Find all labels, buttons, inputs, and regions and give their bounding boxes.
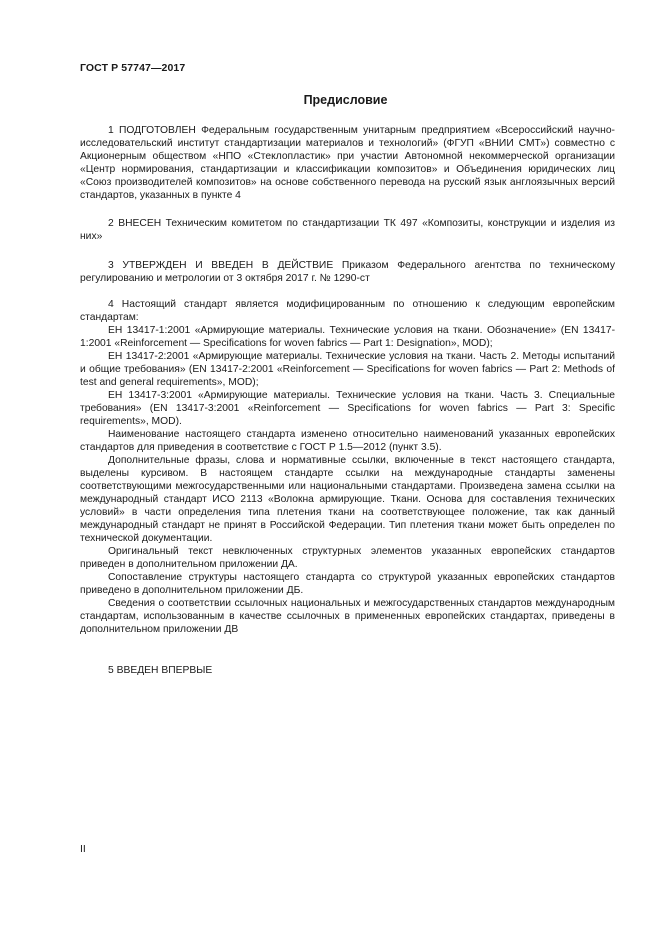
foreword-item-3 [80, 259, 615, 285]
foreword-item-1 [80, 124, 615, 202]
paragraph: Оригинальный текст невключенных структурных элементов указанных европейских стандартов приведен в дополнительном приложении ДА. [80, 546, 615, 570]
foreword-item-2 [80, 217, 615, 243]
page-title: Предисловие [303, 93, 388, 107]
document-number: ГОСТ Р 57747—2017 [80, 62, 186, 74]
paragraph: Сведения о соответствии ссылочных национальных и межгосударственных стандартов международным стандартам, использованным в качестве ссылочных в примененных европейских стандартах, приведены в дополнительном приложении ДВ [80, 598, 615, 635]
paragraph: 2 ВНЕСЕН Техническим комитетом по стандартизации ТК 497 «Композиты, конструкции и изделия из них» [80, 218, 615, 242]
foreword-item-4 [80, 298, 615, 636]
paragraph: ЕН 13417-2:2001 «Армирующие материалы. Технические условия на ткани. Часть 2. Методы испытаний и общие требования» (EN 13417-2:2001 «Reinforcement — Specifications for woven fabrics — Part 2: Methods of test and general requirements», MOD); [80, 351, 615, 388]
paragraph: Наименование настоящего стандарта изменено относительно наименований указанных европейских стандартов для приведения в соответствие с ГОСТ Р 1.5—2012 (пункт 3.5). [80, 429, 615, 453]
paragraph: Дополнительные фразы, слова и нормативные ссылки, включенные в текст настоящего стандарта, выделены курсивом. В настоящем стандарте ссылки на международные стандарты заменены соответствующими межгосударственными или национальными стандартами. Произведена замена ссылки на международный стандарт ИСО 2113 «Волокна армирующие. Ткани. Основа для составления технических условий» в части определения типа плетения ткани на соответствующее положение, так как данный международный стандарт не принят в Российской Федерации. Тип плетения ткани может быть определен по технической документации. [80, 455, 615, 544]
paragraph: 3 УТВЕРЖДЕН И ВВЕДЕН В ДЕЙСТВИЕ Приказом Федерального агентства по техническому регулированию и метрологии от 3 октября 2017 г. № 1290-ст [80, 260, 615, 284]
paragraph: 4 Настоящий стандарт является модифицированным по отношению к следующим европейским стандартам: [80, 299, 615, 323]
paragraph: 5 ВВЕДЕН ВПЕРВЫЕ [108, 665, 213, 676]
paragraph: Сопоставление структуры настоящего стандарта со структурой указанных европейских стандартов приведено в дополнительном приложении ДБ. [80, 572, 615, 596]
paragraph: ЕН 13417-1:2001 «Армирующие материалы. Технические условия на ткани. Обозначение» (EN 13417-1:2001 «Reinforcement — Specifications for woven fabrics — Part 1: Designation», MOD); [80, 325, 615, 349]
page-number: II [80, 843, 86, 855]
paragraph: 1 ПОДГОТОВЛЕН Федеральным государственным унитарным предприятием «Всероссийский научно-исследовательский институт стандартизации материалов и технологий» (ФГУП «ВНИИ СМТ») совместно с Акционерным обществом «НПО «Стеклопластик» при участии Автономной некоммерческой организации «Центр нормирования, стандартизации и классификации композитов» и Объединения юридических лиц «Союз производителей композитов» на основе собственного перевода на русский язык англоязычных версий стандартов, указанных в пункте 4 [80, 125, 615, 201]
paragraph: ЕН 13417-3:2001 «Армирующие материалы. Технические условия на ткани. Часть 3. Специальные требования» (EN 13417-3:2001 «Reinforcement — Specifications for woven fabrics — Part 3: Specific requirements», MOD). [80, 390, 615, 427]
foreword-item-5 [80, 664, 615, 677]
